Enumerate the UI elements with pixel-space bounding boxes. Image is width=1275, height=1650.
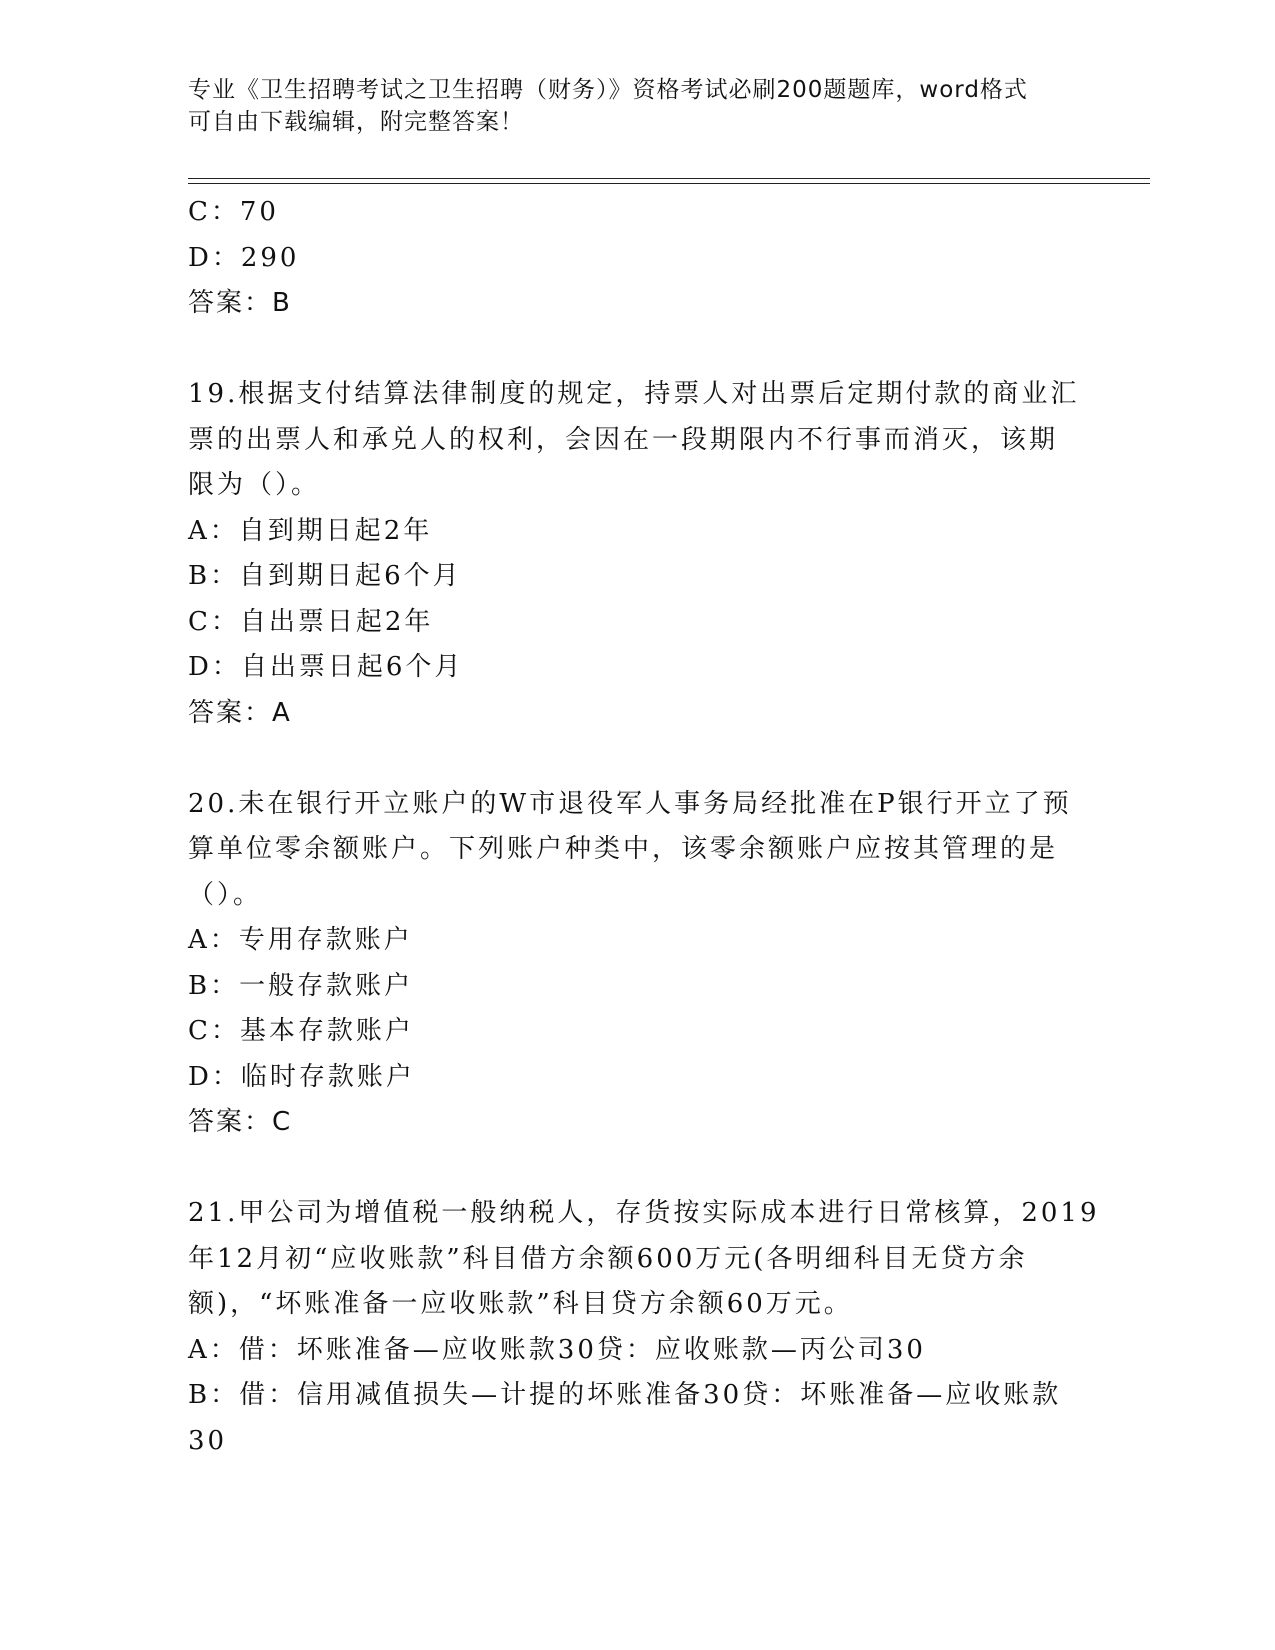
- spacer: [188, 736, 1068, 782]
- question-text-line: 年12月初“应收账款”科目借方余额600万元(各明细科目无贷方余: [188, 1243, 1028, 1274]
- spacer: [188, 1146, 1068, 1192]
- question-block-prev: [188, 190, 1068, 327]
- header-divider-bottom: [188, 183, 1150, 184]
- option-d: D：临时存款账户: [188, 1061, 415, 1092]
- question-text-line: 20.未在银行开立账户的W市退役军人事务局经批准在P银行开立了预: [188, 788, 1072, 819]
- option-b: B：一般存款账户: [188, 970, 414, 1001]
- option-b: B：借：信用减值损失—计提的坏账准备30贷：坏账准备—应收账款: [188, 1380, 1062, 1410]
- answer-line: 答案：B: [188, 288, 292, 318]
- question-text-line: 额)，“坏账准备一应收账款”科目贷方余额60万元。: [188, 1289, 853, 1319]
- option-c: C：70: [188, 197, 279, 227]
- option-b: B：自到期日起6个月: [188, 561, 462, 591]
- option-c: C：基本存款账户: [188, 1016, 414, 1046]
- question-text-line: 21.甲公司为增值税一般纳税人，存货按实际成本进行日常核算，2019: [188, 1198, 1100, 1228]
- document-body: [188, 190, 1100, 1464]
- question-text-line: （）。: [188, 879, 263, 910]
- option-c: C：自出票日起2年: [188, 606, 434, 637]
- answer-line: 答案：C: [188, 1107, 293, 1137]
- header-divider-top: [188, 178, 1150, 179]
- option-d: D：自出票日起6个月: [188, 652, 464, 682]
- answer-line: 答案：A: [188, 697, 292, 728]
- option-a: A：自到期日起2年: [188, 515, 433, 546]
- option-d: D：290: [188, 242, 300, 273]
- question-text-line: 19.根据支付结算法律制度的规定，持票人对出票后定期付款的商业汇: [188, 379, 1080, 409]
- spacer: [188, 327, 1068, 373]
- question-text-line: 票的出票人和承兑人的权利，会因在一段期限内不行事而消灭，该期: [188, 424, 1059, 455]
- question-block-20: [188, 782, 1072, 1146]
- question-block-21: [188, 1191, 1100, 1464]
- document-header: [188, 74, 1088, 138]
- option-a: A：专用存款账户: [188, 925, 413, 955]
- option-a: A：借：坏账准备—应收账款30贷：应收账款—丙公司30: [188, 1334, 926, 1365]
- option-b-continued: 30: [188, 1425, 228, 1456]
- header-line-2: 可自由下载编辑，附完整答案！: [188, 109, 524, 135]
- question-block-19: [188, 372, 1080, 736]
- question-text-line: 限为（）。: [188, 470, 321, 500]
- question-text-line: 算单位零余额账户。下列账户种类中，该零余额账户应按其管理的是: [188, 834, 1059, 864]
- header-line-1: 专业《卫生招聘考试之卫生招聘（财务）》资格考试必刷200题题库，word格式: [188, 77, 1028, 103]
